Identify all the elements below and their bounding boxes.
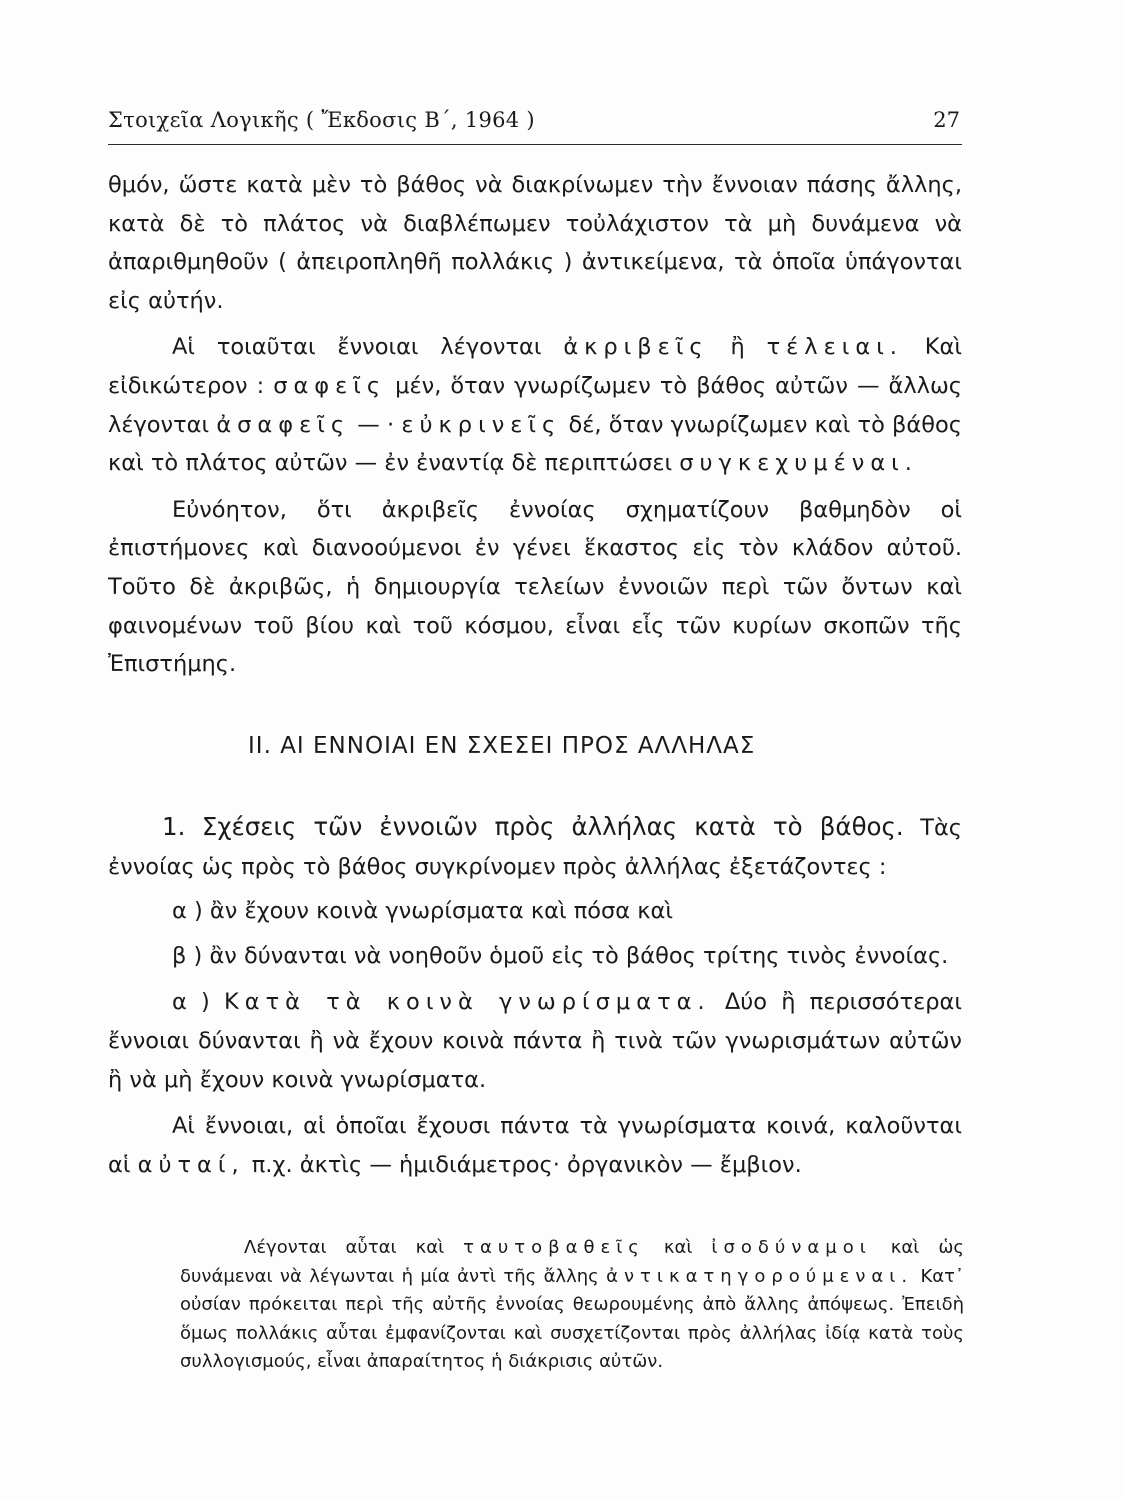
text-run: Λέγονται αὗται καὶ xyxy=(244,1237,464,1258)
text-run: ἢ xyxy=(708,334,767,361)
paragraph-1: θμόν, ὥστε κατὰ μὲν τὸ βάθος νὰ διακρίνωμεν τὴν ἔννοιαν πάσης ἄλλης, κατὰ δὲ τὸ πλάτος νὰ διαβλέπωμεν τοὐλάχιστον τὰ μὴ δυνάμενα νὰ ἀπαριθμηθοῦν ( ἀπειροπληθῆ πολλάκις ) ἀντικείμενα, τὰ ὁποῖα ὑπάγονται εἰς αὐτήν. xyxy=(108,172,962,314)
text-run: π.χ. ἀκτὶς — ἡμιδιάμετρος· ὀργανικὸν — ἔμβιον. xyxy=(244,1151,802,1178)
text-run: καὶ ὡς δυνάμεναι νὰ λέγωνται ἡ μία ἀντὶ τῆς ἄλλης xyxy=(180,1237,964,1287)
spaced-term: εὐκρινεῖς xyxy=(401,411,562,438)
book-title: Στοιχεῖα Λογικῆς ( Ἔκδοσις Β΄, 1964 ) xyxy=(108,108,535,132)
main-text xyxy=(108,166,962,684)
text-run: — · xyxy=(350,411,402,438)
paragraph-5 xyxy=(108,1107,962,1184)
subsection-title: Σχέσεις τῶν ἐννοιῶν πρὸς ἀλλήλας κατὰ τὸ βάθος. xyxy=(201,812,904,841)
footnote-text xyxy=(180,1234,964,1377)
section-text xyxy=(108,808,962,1184)
text-run: Καὶ εἰδικώτερον : xyxy=(108,334,962,399)
spaced-term: ταυτοβαθεῖς xyxy=(463,1237,645,1258)
text-run: Αἱ τοιαῦται ἔννοιαι λέγονται xyxy=(172,334,564,361)
text-run: δέ, ὅταν γνωρίζωμεν καὶ τὸ βάθος καὶ τὸ πλάτος αὐτῶν — ἐν ἐναντίᾳ δὲ περιπτώσει xyxy=(108,411,962,477)
spaced-term: τέλειαι. xyxy=(766,334,903,361)
running-header xyxy=(108,104,962,145)
text-run: Τὰς ἐννοίας ὡς πρὸς τὸ βάθος συγκρίνομεν πρὸς ἀλλήλας ἐξετάζοντες : xyxy=(108,815,962,880)
text-run: μέν, ὅταν γνωρίζωμεν τὸ βάθος αὐτῶν — ἄλλως λέγονται xyxy=(108,372,962,438)
spaced-term: ἰσοδύναμοι xyxy=(711,1237,872,1258)
spaced-term: Κατὰ τὰ κοινὰ γνωρίσματα. xyxy=(224,989,711,1016)
text-run: Δύο ἢ περισσότεραι ἔννοιαι δύνανται ἢ νὰ ἔχουν κοινὰ πάντα ἢ τινὰ τῶν γνωρισμάτων αὐτῶν ἢ νὰ μὴ ἔχουν κοινὰ γνωρίσματα. xyxy=(108,989,962,1093)
list-item-b: β ) ἂν δύνανται νὰ νοηθοῦν ὁμοῦ εἰς τὸ βάθος τρίτης τινὸς ἐννοίας. xyxy=(172,942,949,969)
section-heading: II. ΑΙ ΕΝΝΟΙΑΙ ΕΝ ΣΧΕΣΕΙ ΠΡΟΣ ΑΛΛΗΛΑΣ xyxy=(248,733,756,759)
paragraph-3: Εὐνόητον, ὅτι ἀκριβεῖς ἐννοίας σχηματίζουν βαθμηδὸν οἱ ἐπιστήμονες καὶ διανοούμενοι ἐν γένει ἕκαστος εἰς τὸν κλάδον αὐτοῦ. Τοῦτο δὲ ἀκριβῶς, ἡ δημιουργία τελείων ἐννοιῶν περὶ τῶν ὄντων καὶ φαινομένων τοῦ βίου καὶ τοῦ κόσμου, εἶναι εἷς τῶν κυρίων σκοπῶν τῆς Ἐπιστήμης. xyxy=(108,496,962,678)
text-run: Αἱ ἔννοιαι, αἱ ὁποῖαι ἔχουσι πάντα τὰ γνωρίσματα κοινά, καλοῦνται αἱ xyxy=(108,1113,962,1178)
spaced-term: σαφεῖς xyxy=(273,372,387,399)
spaced-term: αὐταί, xyxy=(137,1151,245,1178)
footnote xyxy=(180,1234,964,1377)
text-run: καὶ xyxy=(644,1237,712,1258)
paragraph-2 xyxy=(108,328,962,482)
subsection-number: 1. xyxy=(162,812,186,841)
page-number: 27 xyxy=(933,108,960,132)
text-run: Κατ᾽ οὐσίαν πρόκειται περὶ τῆς αὐτῆς ἐννοίας θεωρουμένης ἀπὸ ἄλλης ἀπόψεως. Ἐπειδὴ ὅμως πολλάκις αὗται ἐμφανίζονται καὶ συσχετίζονται πρὸς ἀλλήλας ἰδίᾳ κατὰ τοὺς συλλογισμούς, εἶναι ἀπαραίτητος ἡ διάκρισις αὐτῶν. xyxy=(180,1265,964,1372)
text-run: α ) xyxy=(172,989,225,1016)
spaced-term: ἀσαφεῖς xyxy=(216,411,351,438)
paragraph-4 xyxy=(108,983,962,1099)
spaced-term: ἀντικατηγορούμεναι. xyxy=(606,1265,914,1287)
list-item-a: α ) ἂν ἔχουν κοινὰ γνωρίσματα καὶ πόσα καὶ xyxy=(172,898,673,925)
spaced-term: ἀκριβεῖς xyxy=(563,334,709,361)
spaced-term: συγκεχυμέναι. xyxy=(679,450,918,477)
subsection-paragraph xyxy=(108,808,962,886)
